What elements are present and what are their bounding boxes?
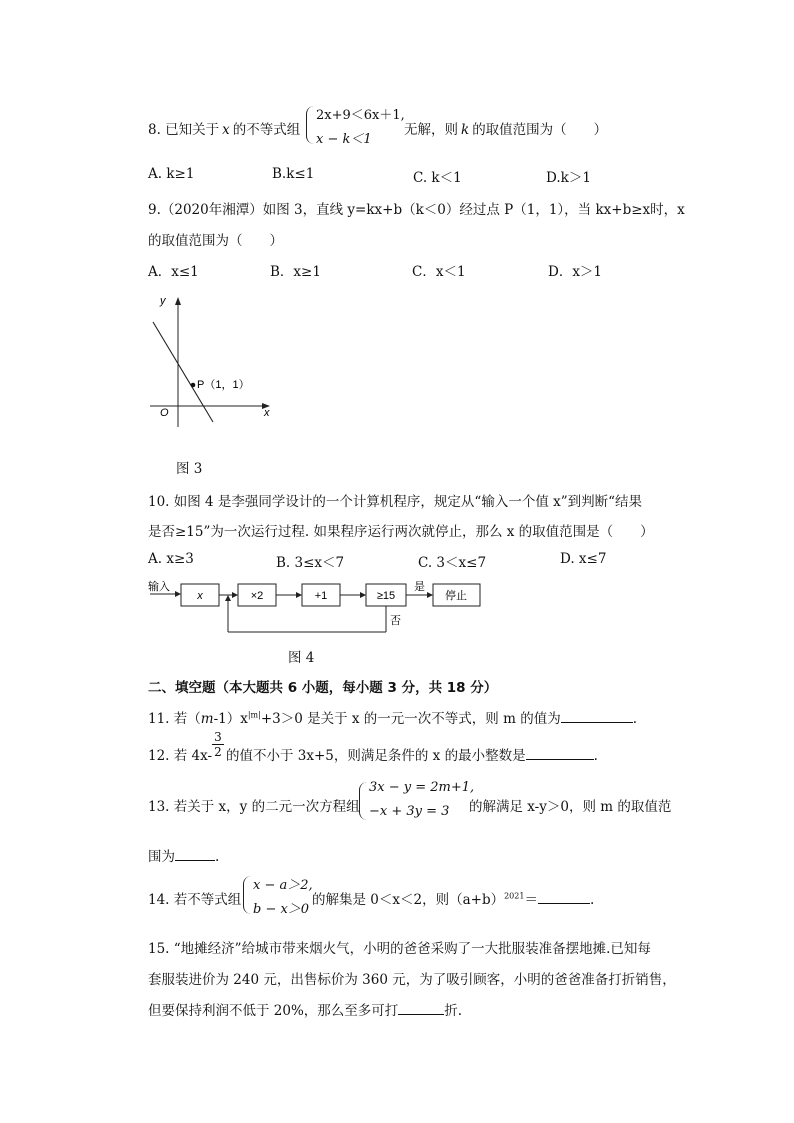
q12-text — [226, 744, 598, 764]
q8-eq2: x − k＜1 — [316, 132, 372, 147]
point-p-label: P（1，1） — [197, 379, 250, 391]
flow-loop-arrowhead — [225, 595, 231, 601]
q10-option-d: D. x≤7 — [560, 551, 607, 567]
flow-box-plus1-label: +1 — [314, 590, 328, 602]
q15-answer-blank[interactable] — [398, 1002, 444, 1015]
q13-answer-blank[interactable] — [175, 848, 215, 861]
q8-post: 无解，则 — [404, 122, 458, 138]
flow-yes-label: 是 — [414, 581, 425, 593]
flow-box-x-label: x — [197, 590, 203, 602]
flow-box-check-label: ≥15 — [376, 590, 396, 602]
flow-arrowhead-input — [175, 591, 181, 597]
q8-option-b: B.k≤1 — [272, 166, 315, 182]
q12-numerator: 3 — [214, 730, 222, 744]
q11-text — [148, 707, 637, 727]
q13-eq2: −x + 3y = 3 — [369, 804, 450, 819]
q8-option-d: D.k＞1 — [546, 170, 591, 186]
q13-system — [359, 780, 475, 824]
q14-system — [243, 874, 315, 918]
q12-fraction — [211, 730, 225, 759]
q12-a: 12. 若 4x- — [148, 748, 213, 764]
q9-option-d: D．x＞1 — [548, 264, 603, 280]
figure-3-graph — [140, 292, 290, 442]
flow-arrowhead-yes — [427, 592, 433, 598]
y-axis-label: y — [160, 295, 166, 307]
q12-end: . — [593, 748, 598, 764]
q11-b: -1）x — [213, 711, 248, 727]
q13-end: . — [215, 849, 220, 865]
q8-text — [148, 118, 300, 138]
q11-m: m — [200, 711, 214, 727]
q15-line3b: 折. — [444, 1003, 463, 1019]
q14-text — [312, 888, 594, 908]
q14-sup: 2021 — [504, 891, 525, 901]
q8-var2: k — [461, 122, 470, 138]
flow-no-label: 否 — [390, 615, 401, 627]
q8-option-a: A. k≥1 — [148, 166, 195, 182]
q15-line3a: 但要保持利润不低于 20%，那么至多可打 — [148, 1003, 399, 1019]
q13-line2 — [148, 845, 219, 865]
q14-brace — [243, 876, 252, 914]
q10-option-a: A. x≥3 — [148, 551, 194, 567]
flow-arrowhead-2 — [296, 592, 302, 598]
q11-c: +3＞0 是关于 x 的一元一次不等式，则 m 的值为 — [260, 711, 561, 727]
q13-a: 13. 若关于 x，y 的二元一次方程组 — [148, 799, 360, 815]
flow-input-label: 输入 — [148, 581, 170, 593]
y-axis-arrow — [175, 297, 181, 305]
q8-option-c: C. k＜1 — [413, 170, 462, 186]
q15-line3 — [148, 999, 462, 1019]
q14-end: . — [589, 892, 595, 908]
q13-brace — [359, 782, 368, 820]
q8-pre: 8. 已知关于 — [148, 122, 220, 138]
q14-a: 14. 若不等式组 — [148, 892, 242, 908]
q14-b: 的解集是 0＜x＜2，则（a+b） — [312, 892, 505, 908]
flow-box-times2-label: ×2 — [250, 590, 264, 602]
x-axis-label: x — [264, 407, 270, 419]
q13-b: 的解满足 x-y＞0，则 m 的取值范 — [469, 799, 672, 815]
q12-answer-blank[interactable] — [526, 747, 594, 760]
q9-line1: 9.（2020年湘潭）如图 3，直线 y=kx+b（k＜0）经过点 P（1，1），当 kx+b≥x时，x — [148, 202, 685, 218]
point-p — [191, 383, 196, 388]
q10-line1: 10. 如图 4 是李强同学设计的一个计算机程序，规定从“输入一个值 x”到判断“结果 — [148, 494, 643, 510]
q14-eq1: x − a＞2, — [253, 878, 313, 893]
q8-eq1: 2x+9＜6x＋1, — [316, 108, 405, 123]
section-heading: 二、填空题（本大题共 6 小题，每小题 3 分，共 18 分） — [148, 680, 498, 696]
flow-arrowhead-3 — [360, 592, 366, 598]
q14-answer-blank[interactable] — [538, 891, 590, 904]
q10-line2: 是否≥15”为一次运行过程. 如果程序运行两次就停止，那么 x 的取值范围是（ ） — [148, 524, 654, 540]
q8-var: x — [222, 122, 230, 138]
q11-answer-blank[interactable] — [561, 710, 633, 723]
q11-sup: |m| — [247, 710, 261, 720]
q12-b: 的值不小于 3x+5，则满足条件的 x 的最小整数是 — [226, 748, 526, 764]
q10-option-c: C. 3＜x≤7 — [418, 555, 487, 571]
q11-end: . — [632, 711, 637, 727]
q13-line2-text: 围为 — [148, 849, 175, 865]
q9-option-b: B．x≥1 — [270, 264, 321, 280]
q14-eq2: b − x＞0 — [253, 902, 310, 917]
q14-c: ＝ — [524, 892, 538, 908]
q9-line2: 的取值范围为（ ） — [148, 233, 283, 249]
origin-label: O — [160, 407, 169, 419]
figure-4-caption: 图 4 — [288, 650, 315, 666]
q8-text-tail — [404, 118, 607, 138]
q15-line2: 套服装进价为 240 元，出售标价为 360 元，为了吸引顾客，小明的爸爸准备打折销售， — [148, 972, 676, 988]
q9-option-a: A．x≤1 — [148, 264, 199, 280]
q8-brace — [306, 106, 315, 144]
q8-mid: 的不等式组 — [232, 122, 301, 138]
figure-4-flowchart — [146, 576, 496, 638]
q12-denominator: 2 — [214, 745, 222, 759]
q11-a: 11. 若（ — [148, 711, 201, 727]
q13-eq1: 3x − y = 2m+1, — [369, 780, 475, 795]
flow-box-stop-label: 停止 — [445, 590, 467, 602]
flow-arrowhead-1 — [232, 592, 238, 598]
q10-option-b: B. 3≤x＜7 — [276, 555, 345, 571]
q9-option-c: C．x＜1 — [412, 264, 466, 280]
figure-3-caption: 图 3 — [176, 461, 203, 477]
q15-line1: 15. “地摊经济”给城市带来烟火气，小明的爸爸采购了一大批服装准备摆地摊.已知每 — [148, 941, 651, 957]
q8-system — [306, 104, 406, 148]
q8-post2: 的取值范围为（ ） — [472, 122, 608, 138]
